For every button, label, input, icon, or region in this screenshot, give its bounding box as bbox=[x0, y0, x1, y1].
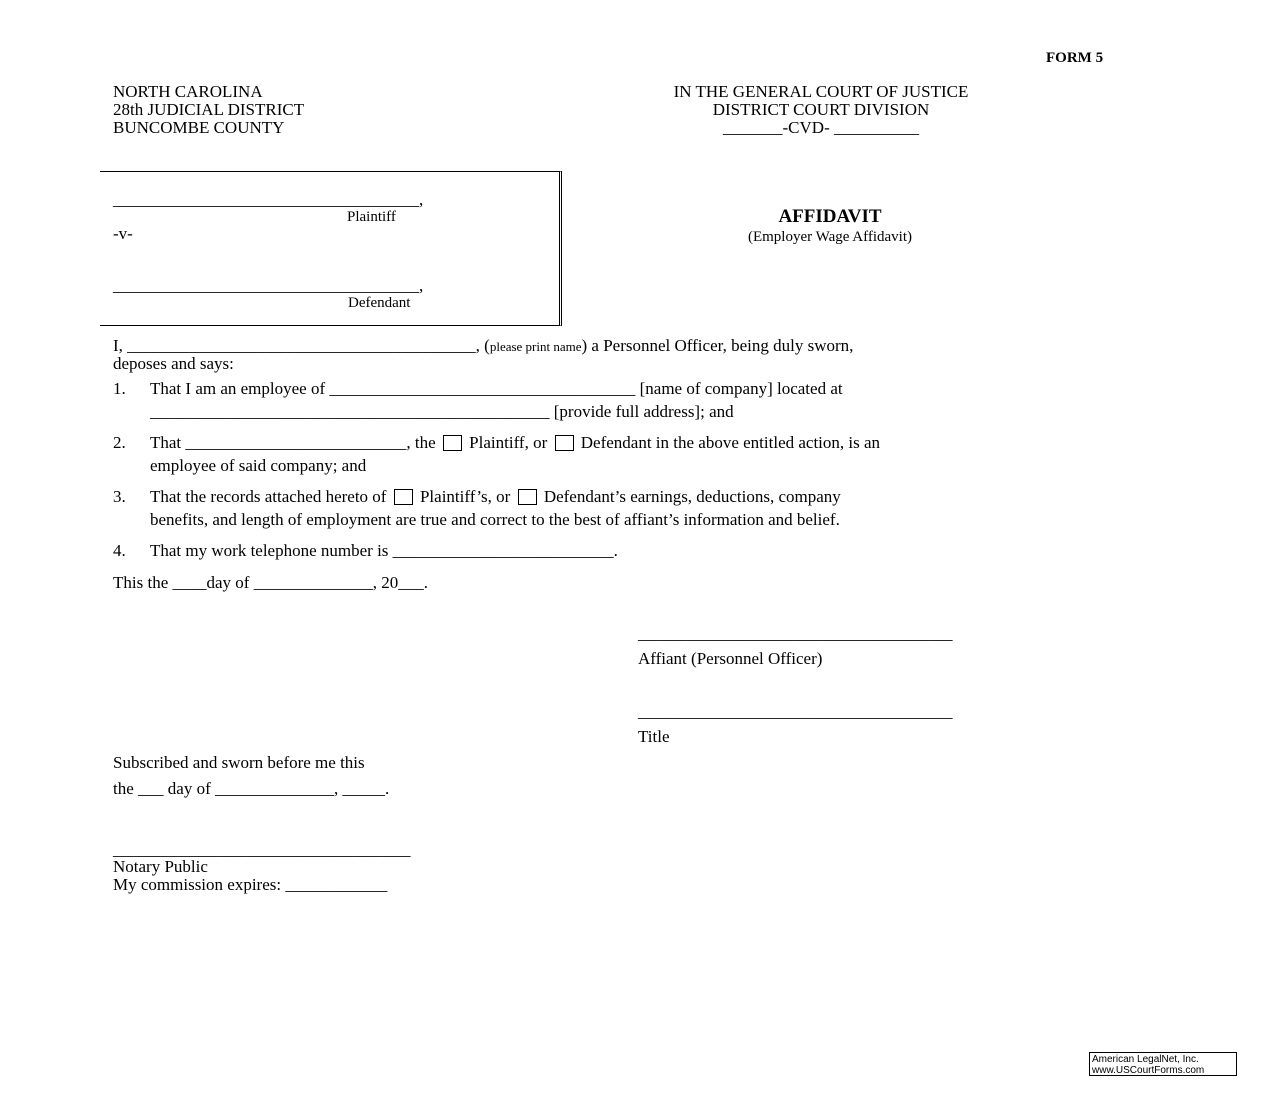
work-phone-field[interactable]: That my work telephone number is __________________________. bbox=[150, 541, 618, 560]
plaintiff-checkbox[interactable] bbox=[443, 435, 462, 451]
defendant-name-field[interactable]: ____________________________________, bbox=[113, 276, 424, 295]
form-number: FORM 5 bbox=[1046, 50, 1104, 66]
item-2-line bbox=[150, 434, 880, 452]
plaintiff-label: Plaintiff bbox=[347, 209, 396, 225]
records-text: That the records attached hereto of bbox=[150, 487, 387, 506]
notary-subscribed-line: Subscribed and sworn before me this bbox=[113, 753, 365, 772]
commission-expires-field[interactable]: My commission expires: ____________ bbox=[113, 875, 388, 894]
defendants-records-label: Defendant’s earnings, deductions, company bbox=[543, 487, 841, 506]
state-name: NORTH CAROLINA bbox=[113, 82, 263, 101]
county-name: BUNCOMBE COUNTY bbox=[113, 118, 285, 137]
case-number-field[interactable]: _______-CVD- __________ bbox=[723, 118, 919, 137]
intro-line-2: deposes and says: bbox=[113, 354, 234, 373]
defendant-checkbox[interactable] bbox=[555, 435, 574, 451]
plaintiff-option-label: Plaintiff, or bbox=[469, 433, 548, 452]
item-number-2: 2. bbox=[113, 433, 126, 452]
footer-badge bbox=[1089, 1052, 1237, 1076]
plaintiffs-records-label: Plaintiff’s, or bbox=[419, 487, 511, 506]
notary-public-label: Notary Public bbox=[113, 857, 208, 876]
affiant-name-field[interactable]: I, _________________________________________, ( bbox=[113, 336, 490, 355]
title-signature-line[interactable]: _____________________________________ bbox=[638, 702, 953, 721]
judicial-district: 28th JUDICIAL DISTRICT bbox=[113, 100, 305, 119]
title-label: Title bbox=[638, 727, 670, 746]
versus-label: -v- bbox=[113, 224, 133, 243]
company-address-field[interactable]: _______________________________________________ [provide full address]; and bbox=[150, 402, 734, 421]
notary-signature-line[interactable]: ___________________________________ bbox=[113, 840, 411, 859]
intro-end: ) a Personnel Officer, being duly sworn, bbox=[581, 336, 854, 355]
document-title: AFFIDAVIT bbox=[778, 206, 882, 227]
print-name-note: please print name bbox=[489, 339, 582, 354]
item-2-line-2: employee of said company; and bbox=[150, 456, 367, 475]
defendant-option-label: Defendant in the above entitled action, is an bbox=[580, 433, 881, 452]
notary-date-field[interactable]: the ___ day of ______________, _____. bbox=[113, 779, 390, 798]
plaintiff-name-field[interactable]: ____________________________________, bbox=[113, 190, 424, 209]
employee-name-field[interactable]: That __________________________, the bbox=[150, 433, 436, 452]
item-3-line-2: benefits, and length of employment are true and correct to the best of affiant’s information and belief. bbox=[150, 510, 840, 529]
plaintiffs-records-checkbox[interactable] bbox=[394, 489, 413, 505]
item-number-4: 4. bbox=[113, 541, 126, 560]
company-name-field[interactable]: That I am an employee of ____________________________________ [name of company] located at bbox=[150, 379, 843, 398]
item-3-line bbox=[150, 488, 841, 506]
item-number-3: 3. bbox=[113, 487, 126, 506]
affiant-signature-line[interactable]: _____________________________________ bbox=[638, 624, 953, 643]
date-line[interactable]: This the ____day of ______________, 20___. bbox=[113, 573, 428, 592]
court-division: DISTRICT COURT DIVISION bbox=[712, 100, 930, 119]
defendants-records-checkbox[interactable] bbox=[518, 489, 537, 505]
document-subtitle: (Employer Wage Affidavit) bbox=[747, 229, 913, 245]
affiant-label: Affiant (Personnel Officer) bbox=[638, 649, 823, 668]
footer-company: American LegalNet, Inc. bbox=[1092, 1054, 1199, 1065]
item-number-1: 1. bbox=[113, 379, 126, 398]
defendant-label: Defendant bbox=[348, 295, 411, 311]
court-name: IN THE GENERAL COURT OF JUSTICE bbox=[673, 82, 969, 101]
footer-website: www.USCourtForms.com bbox=[1092, 1065, 1205, 1076]
